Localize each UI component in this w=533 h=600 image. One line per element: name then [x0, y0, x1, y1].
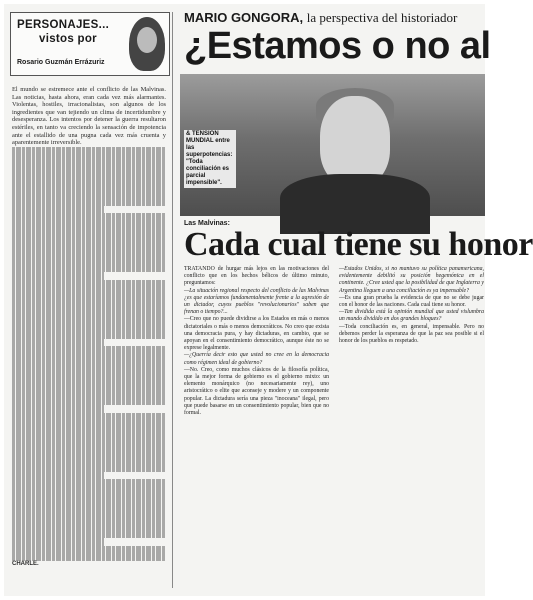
text-line [12, 450, 166, 457]
text-line [12, 376, 166, 383]
text-line [12, 213, 166, 220]
text-line [12, 531, 166, 538]
text-line [12, 524, 166, 531]
text-line [12, 391, 166, 398]
text-line [12, 243, 166, 250]
section-label: Las Malvinas: [184, 220, 230, 227]
text-line [12, 324, 166, 331]
article-column-2 [339, 266, 484, 586]
text-line [12, 346, 166, 353]
kicker [184, 10, 457, 26]
text-line [12, 457, 166, 464]
photo-body [280, 174, 430, 234]
column-author: Rosario Guzmán Errázuriz [17, 59, 105, 66]
text-line [12, 235, 166, 242]
text-line [12, 435, 166, 442]
text-line [12, 442, 166, 449]
article-column-1 [184, 266, 329, 586]
text-line [12, 176, 166, 183]
left-column [10, 12, 168, 588]
column-subtitle: vistos por [39, 33, 97, 45]
text-line [12, 354, 166, 361]
text-line [12, 287, 166, 294]
photo-face [320, 96, 390, 186]
article-body [184, 266, 484, 586]
text-line [12, 272, 104, 279]
lead-paragraph: TRATANDO de hurgar más lejos en las motivaciones del conflicto que en los hechos bélicos de último minuto, preguntamos: [184, 266, 329, 287]
text-line [12, 302, 166, 309]
text-line [12, 169, 166, 176]
kicker-rest: la perspectiva del historiador [306, 10, 458, 25]
text-line [12, 221, 166, 228]
text-line [12, 420, 166, 427]
column-body [12, 86, 166, 586]
text-line [12, 228, 166, 235]
text-line [12, 368, 166, 375]
text-line [12, 191, 166, 198]
text-line [12, 546, 166, 553]
answer-2: —No. Creo, como muchos clásicos de la filosofía política, que la mejor forma de gobierno es el gobierno mixto: un elemento monárquico (no necesariamente rey), uno aristocrático o elite que aconseje y modere y un componente popular. La dictadura sería una pieza "inoceana" ilegal, pero que puede basarse en un consentimiento popular, bien que no formal. [184, 366, 329, 417]
column-signoff: CHARLE. [12, 560, 39, 567]
column-opening: El mundo se estremece ante el conflicto de las Malvinas. Las noticias, hasta ahora, eran cada vez más alarmantes. Violentas, hostiles, irracionalistas, son algunos de los ingredientes que van tejiendo un clima de incertidumbre y desesperanza. Los intentos por detener la guerra resultaron estériles, en tanto va creciendo la sensación de impotencia ante el estallido de una pugna cada vez más cruenta y aparentemente irreversible. [12, 86, 166, 147]
text-line [12, 198, 166, 205]
text-line [12, 487, 166, 494]
question-4: —Tan dividida está la opinión mundial que usted vislumbra un mundo dividido en dos grandes bloques? [339, 309, 484, 323]
text-line [12, 553, 166, 560]
text-line [12, 147, 166, 154]
text-line [12, 479, 166, 486]
text-line [12, 494, 166, 501]
text-line [12, 162, 166, 169]
text-line [12, 332, 166, 339]
question-3: —Estados Unidos, si no mantuvo su política panamericana, evidentemente debilitó su posición hegemónica en el continente. ¿Cree usted que la posibilidad de que Inglaterra y Argentina lleguen a una conciliación es ya impensable? [339, 266, 484, 294]
text-line [12, 428, 166, 435]
text-line [12, 361, 166, 368]
photo-caption: & TENSION MUNDIAL entre las superpotencias: "Toda conciliación es parcial impensible". [184, 130, 236, 188]
text-line [12, 295, 166, 302]
answer-1: —Creo que no puede dividirse a los Estados en más o menos dictatoriales o más o menos democráticos. No creo que exista una democracia pura, y hay dictaduras, en cambio, que se apoyan en el consentimiento democrático, aunque éste no se exprese legalmente. [184, 316, 329, 352]
text-line [12, 206, 104, 213]
answer-4: —Toda conciliación es, en general, impensable. Pero no debemos perder la esperanza de que la paz sea posible si el honor de los pueblos es respetado. [339, 323, 484, 345]
text-line [12, 398, 166, 405]
text-line [12, 509, 166, 516]
text-line [12, 184, 166, 191]
text-line [12, 317, 166, 324]
column-title: PERSONAJES... [17, 19, 110, 31]
text-line [12, 309, 166, 316]
article-title: Cada cual tiene su honor [184, 226, 533, 263]
text-line [12, 280, 166, 287]
text-line [12, 265, 166, 272]
author-portrait [129, 17, 165, 71]
question-1: —La situación regional respecto del conflicto de las Malvinas ¿es que estaríamos fundamentalmente frente a la agresión de un dictador, cuyos pueblos "revolucionarios" saben que frenan o tiempo?... [184, 287, 329, 316]
text-line [12, 516, 166, 523]
text-line [12, 250, 166, 257]
text-line [12, 538, 104, 545]
column-text-lines [12, 147, 166, 561]
answer-3: —Es una gran prueba la evidencia de que no se debe jugar con el honor de las naciones. Cada cual tiene su honor. [339, 294, 484, 309]
headline: ¿Estamos o no al [184, 25, 491, 67]
text-line [12, 258, 166, 265]
text-line [12, 339, 104, 346]
text-line [12, 465, 166, 472]
column-header [10, 12, 170, 76]
text-line [12, 154, 166, 161]
text-line [12, 383, 166, 390]
newspaper-page [4, 4, 533, 596]
question-2: —¿Querría decir esto que usted no cree en la democracia como régimen ideal de gobierno? [184, 352, 329, 366]
text-line [12, 405, 104, 412]
text-line [12, 502, 166, 509]
column-divider [172, 12, 173, 588]
text-line [12, 413, 166, 420]
text-line [12, 472, 104, 479]
kicker-name: MARIO GONGORA, [184, 10, 304, 25]
